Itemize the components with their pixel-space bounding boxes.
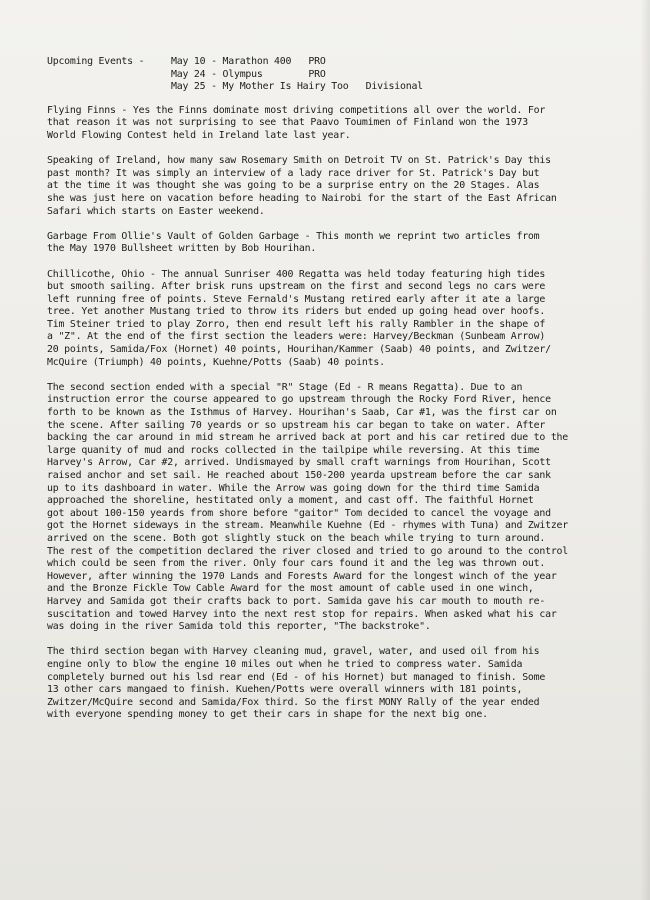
- paragraph-second-section: The second section ended with a special "R" Stage (Ed - R means Regatta). Due to an instruction error the course appeared to go upstream through the Rocky Ford River, hence forth to be known as the Isthmus of Harvey. Hourihan's Saab, Car #1, was the first car on the scene. After sailing 70 yeards or so upstream his car began to take on water. After backing the car around in mid stream he arrived back at port and his car retired due to the large quanity of mud and rocks collected in the tailpipe while reversing. At this time Harvey's Arrow, Car #2, arrived. Undismayed by small craft warnings from Hourihan, Scott raised anchor and set sail. He reached about 150-200 yearda upstream before the car sank up to its dashboard in water. While the Arrow was going down for the third time Samida approached the shoreline, hestitated only a moment, and cast off. The faithful Hornet got about 100-150 yeards from shore before "gaitor" Tom decided to cancel the voyage and got the Hornet sideways in the stream. Meanwhile Kuehne (Ed - rhymes with Tuna) and Zwitzer arrived on the scene. Both got slightly stuck on the beach while trying to turn around. The rest of the competition declared the river closed and tried to go around to the control which could be seen from the river. Only four cars found it and the leg was thrown out. However, after winning the 1970 Lands and Forests Award for the longest winch of the year and the Bronze Fickle Tow Cable Award for the most amount of cable used in one winch, Harvey and Samida got their crafts back to port. Samida gave his car mouth to mouth re- suscitation and towed Harvey into the next rest stop for repairs. When asked what his car was doing in the river Samida told this reporter, "The backstroke".: [47, 381, 568, 633]
- page-edge-shadow: [640, 0, 650, 900]
- paragraph-third-section: The third section began with Harvey cleaning mud, gravel, water, and used oil from his engine only to blow the engine 10 miles out when he tried to compress water. Samida completely burned out his lsd rear end (Ed - of his Hornet) but managed to finish. Some 13 other cars mangaed to finish. Kuehen/Potts were overall winners with 181 points, Zwitzer/McQuire second and Samida/Fox third. So the first MONY Rally of the year ended with everyone spending money to get their cars in shape for the next big one.: [47, 646, 546, 721]
- event-item: May 24 - Olympus PRO: [171, 68, 326, 80]
- event-item: May 25 - My Mother Is Hairy Too Divisional: [171, 81, 423, 93]
- upcoming-events-label: Upcoming Events -: [47, 56, 145, 67]
- event-item: May 10 - Marathon 400 PRO: [171, 56, 326, 67]
- paragraph-garbage-vault: Garbage From Ollie's Vault of Golden Garbage - This month we reprint two articles from the May 1970 Bullsheet written by Bob Hourihan.: [47, 230, 540, 255]
- upcoming-events: [47, 56, 636, 94]
- paragraph-chillicothe: Chillicothe, Ohio - The annual Sunriser 400 Regatta was held today featuring high tides but smooth sailing. After brisk runs upstream on the first and second legs no cars were left running free of points. Steve Fernald's Mustang retired early after it ate a large tree. Yet another Mustang tried to throw its riders but ended up going head over hoofs. Tim Steiner tried to play Zorro, then end result left his rally Rambler in the shape of a "Z". At the end of the first section the leaders were: Harvey/Beckman (Sunbeam Arrow) 20 points, Samida/Fox (Hornet) 40 points, Hourihan/Kammer (Saab) 40 points, and Zwitzer/ McQuire (Triumph) 40 points, Kuehne/Potts (Saab) 40 points.: [47, 268, 551, 368]
- paragraph-ireland: Speaking of Ireland, how many saw Rosemary Smith on Detroit TV on St. Patrick's Day this past month? It was simply an interview of a lady race driver for St. Patrick's Day but at the time it was thought she was going to be a surprise entry on the 20 Stages. Alas she was just here on vacation before heading to Nairobi for the start of the East African Safari which starts on Easter weekend.: [47, 155, 557, 217]
- upcoming-events-list: [171, 56, 636, 94]
- paragraph-flying-finns: Flying Finns - Yes the Finns dominate most driving competitions all over the world. For that reason it was not surprising to see that Paavo Toumimen of Finland won the 1973 World Flowing Contest held in Ireland late last year.: [47, 104, 546, 141]
